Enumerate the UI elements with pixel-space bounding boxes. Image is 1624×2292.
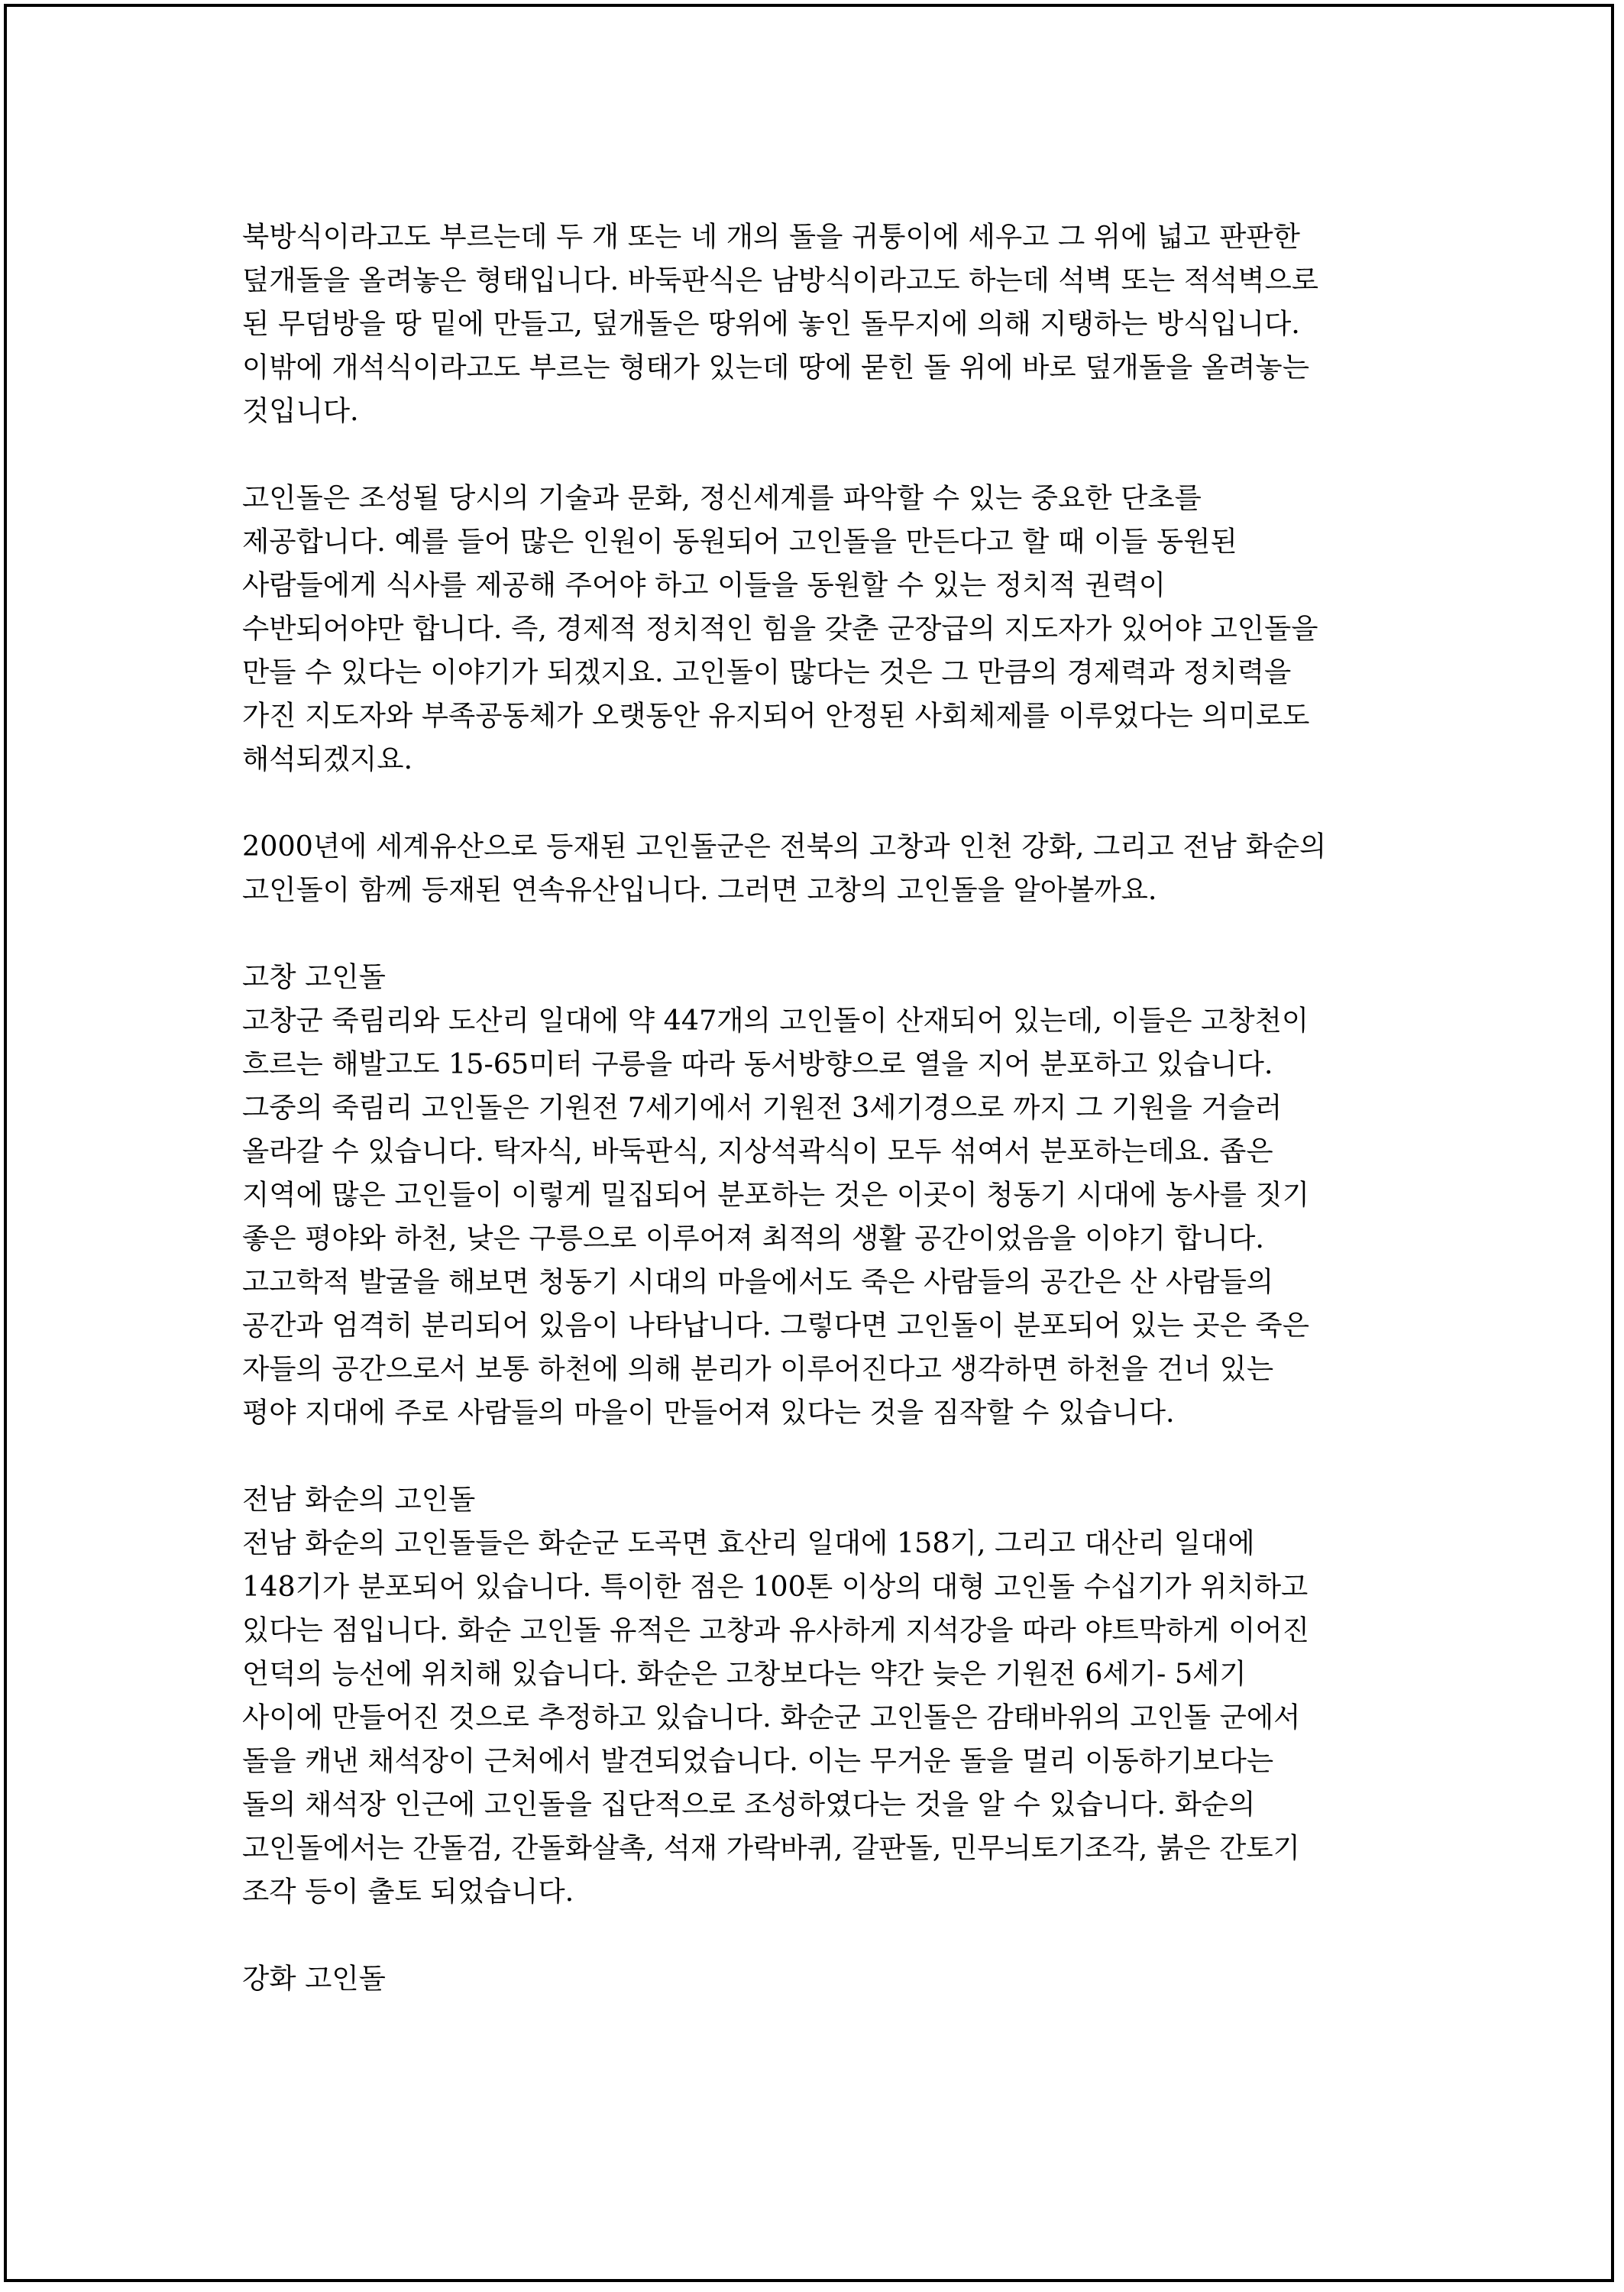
section-heading: 강화 고인돌 <box>242 1962 386 1995</box>
paragraph-gap <box>242 911 1403 955</box>
section-heading: 고창 고인돌 <box>242 960 386 993</box>
paragraph-world-heritage <box>242 824 1403 911</box>
text-line: 고창군 죽림리와 도산리 일대에 약 447개의 고인돌이 산재되어 있는데, 이들은 고창천이 <box>242 1004 1309 1037</box>
text-line: 해석되겠지요. <box>242 743 413 775</box>
text-line: 고인돌이 함께 등재된 연속유산입니다. 그러면 고창의 고인돌을 알아볼까요. <box>242 873 1157 906</box>
text-line: 공간과 엄격히 분리되어 있음이 나타납니다. 그렇다면 고인돌이 분포되어 있는 곳은 죽은 <box>242 1309 1309 1342</box>
paragraph-gap <box>242 432 1403 476</box>
text-line: 그중의 죽림리 고인돌은 기원전 7세기에서 기원전 3세기경으로 까지 그 기원을 거슬러 <box>242 1091 1283 1124</box>
text-line: 북방식이라고도 부르는데 두 개 또는 네 개의 돌을 귀퉁이에 세우고 그 위에 넓고 판판한 <box>242 220 1300 253</box>
text-line: 만들 수 있다는 이야기가 되겠지요. 고인돌이 많다는 것은 그 만큼의 경제력과 정치력을 <box>242 656 1292 688</box>
text-line: 언덕의 능선에 위치해 있습니다. 화순은 고창보다는 약간 늦은 기원전 6세기- 5세기 <box>242 1657 1247 1690</box>
text-line: 덮개돌을 올려놓은 형태입니다. 바둑판식은 남방식이라고도 하는데 석벽 또는 적석벽으로 <box>242 264 1319 296</box>
text-line: 이밖에 개석식이라고도 부르는 형태가 있는데 땅에 묻힌 돌 위에 바로 덮개돌을 올려놓는 <box>242 351 1309 384</box>
section-heading: 전남 화순의 고인돌 <box>242 1483 476 1516</box>
section-ganghwa <box>242 1957 1403 2000</box>
text-line: 된 무덤방을 땅 밑에 만들고, 덮개돌은 땅위에 놓인 돌무지에 의해 지탱하는 방식입니다. <box>242 307 1300 340</box>
paragraph-significance <box>242 476 1403 781</box>
text-line: 148기가 분포되어 있습니다. 특이한 점은 100톤 이상의 대형 고인돌 수십기가 위치하고 <box>242 1570 1309 1603</box>
text-line: 2000년에 세계유산으로 등재된 고인돌군은 전북의 고창과 인천 강화, 그리고 전남 화순의 <box>242 830 1327 863</box>
document-body <box>242 215 1403 2000</box>
text-line: 자들의 공간으로서 보통 하천에 의해 분리가 이루어진다고 생각하면 하천을 건너 있는 <box>242 1352 1274 1385</box>
text-line: 고인돌에서는 간돌검, 간돌화살촉, 석재 가락바퀴, 갈판돌, 민무늬토기조각, 붉은 간토기 <box>242 1831 1300 1864</box>
document-page <box>4 4 1614 2282</box>
text-line: 돌의 채석장 인근에 고인돌을 집단적으로 조성하였다는 것을 알 수 있습니다. 화순의 <box>242 1788 1256 1821</box>
paragraph-dolmen-types <box>242 215 1403 432</box>
text-line: 흐르는 해발고도 15-65미터 구릉을 따라 동서방향으로 열을 지어 분포하고 있습니다. <box>242 1047 1273 1080</box>
text-line: 것입니다. <box>242 394 359 427</box>
text-line: 제공합니다. 예를 들어 많은 인원이 동원되어 고인돌을 만든다고 할 때 이들 동원된 <box>242 525 1237 558</box>
text-line: 좋은 평야와 하천, 낮은 구릉으로 이루어져 최적의 생활 공간이었음을 이야기 합니다. <box>242 1222 1265 1254</box>
paragraph-gap <box>242 1434 1403 1478</box>
text-line: 올라갈 수 있습니다. 탁자식, 바둑판식, 지상석곽식이 모두 섞여서 분포하는데요. 좁은 <box>242 1135 1273 1167</box>
section-hwasun <box>242 1478 1403 1913</box>
text-line: 수반되어야만 합니다. 즉, 경제적 정치적인 힘을 갖춘 군장급의 지도자가 있어야 고인돌을 <box>242 612 1318 645</box>
text-line: 사람들에게 식사를 제공해 주어야 하고 이들을 동원할 수 있는 정치적 권력이 <box>242 568 1166 601</box>
section-gochang <box>242 955 1403 1434</box>
text-line: 평야 지대에 주로 사람들의 마을이 만들어져 있다는 것을 짐작할 수 있습니다. <box>242 1396 1175 1429</box>
text-line: 가진 지도자와 부족공동체가 오랫동안 유지되어 안정된 사회체제를 이루었다는 의미로도 <box>242 699 1310 732</box>
text-line: 사이에 만들어진 것으로 추정하고 있습니다. 화순군 고인돌은 감태바위의 고인돌 군에서 <box>242 1701 1301 1734</box>
text-line: 지역에 많은 고인들이 이렇게 밀집되어 분포하는 것은 이곳이 청동기 시대에 농사를 짓기 <box>242 1178 1309 1211</box>
text-line: 조각 등이 출토 되었습니다. <box>242 1875 574 1908</box>
text-line: 돌을 캐낸 채석장이 근처에서 발견되었습니다. 이는 무거운 돌을 멀리 이동하기보다는 <box>242 1744 1274 1777</box>
paragraph-gap <box>242 1913 1403 1957</box>
text-line: 있다는 점입니다. 화순 고인돌 유적은 고창과 유사하게 지석강을 따라 야트막하게 이어진 <box>242 1614 1309 1646</box>
text-line: 고인돌은 조성될 당시의 기술과 문화, 정신세계를 파악할 수 있는 중요한 단초를 <box>242 481 1202 514</box>
paragraph-gap <box>242 781 1403 824</box>
text-line: 고고학적 발굴을 해보면 청동기 시대의 마을에서도 죽은 사람들의 공간은 산 사람들의 <box>242 1265 1274 1298</box>
text-line: 전남 화순의 고인돌들은 화순군 도곡면 효산리 일대에 158기, 그리고 대산리 일대에 <box>242 1526 1255 1559</box>
